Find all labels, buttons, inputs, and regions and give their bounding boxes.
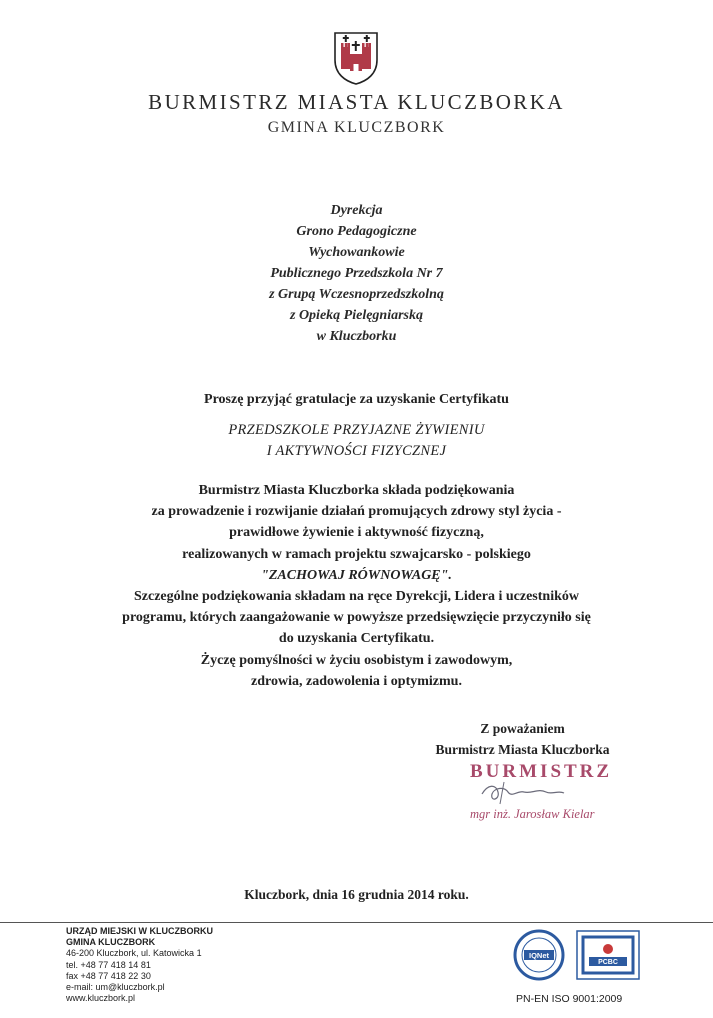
footer-www: www.kluczbork.pl <box>66 993 136 1004</box>
intro-line: Proszę przyjąć gratulacje za uzyskanie Certyfikatu <box>204 392 509 407</box>
body-line: do uzyskania Certyfikatu. <box>278 631 435 647</box>
iqnet-logo-icon <box>515 931 563 979</box>
footer-email: e-mail: um@kluczbork.pl <box>66 982 165 993</box>
pcbc-logo-icon <box>577 931 639 979</box>
addressee-line: z Opieką Pielęgniarską <box>290 308 423 323</box>
body-line: Burmistrz Miasta Kluczborka składa podziękowania <box>198 483 515 498</box>
signature-icon <box>478 780 568 806</box>
addressee-line: Dyrekcja <box>330 203 383 218</box>
addressee-line: w Kluczborku <box>316 329 397 344</box>
coat-of-arms-icon <box>332 30 380 86</box>
footer-tel: tel. +48 77 418 14 81 <box>66 959 151 970</box>
certificate-line: I AKTYWNOŚCI FIZYCZNEJ <box>266 443 447 459</box>
body-line: zdrowia, zadowolenia i optymizmu. <box>251 673 462 689</box>
body-line: prawidłowe żywienie i aktywność fizyczną, <box>229 525 484 541</box>
stamp-name: mgr inż. Jarosław Kielar <box>470 807 595 821</box>
footer-address: 46-200 Kluczbork, ul. Katowicka 1 <box>66 948 202 959</box>
letterhead-subtitle: GMINA KLUCZBORK <box>267 119 446 136</box>
body-line: Życzę pomyślności w życiu osobistym i zawodowym, <box>200 652 513 668</box>
closing-greeting: Z poważaniem <box>480 721 565 736</box>
svg-text:IQNet: IQNet <box>528 951 550 960</box>
body-line: za prowadzenie i rozwijanie działań promujących zdrowy styl życia - <box>151 504 562 520</box>
body-line: programu, których zaangażowanie w powyższe przedsięwzięcie przyczyniło się <box>122 610 591 626</box>
iso-standard: PN-EN ISO 9001:2009 <box>516 993 623 1005</box>
footer-commune: GMINA KLUCZBORK <box>66 937 156 948</box>
addressee-line: Grono Pedagogiczne <box>296 224 417 239</box>
svg-text:PCBC: PCBC <box>598 959 618 966</box>
closing-block <box>410 718 635 760</box>
project-name: "ZACHOWAJ RÓWNOWAGĘ". <box>261 567 452 583</box>
stamp-title: BURMISTRZ <box>470 761 613 782</box>
footer-contact <box>66 926 213 1004</box>
date-line: Kluczbork, dnia 16 grudnia 2014 roku. <box>244 887 469 902</box>
footer-divider <box>0 922 713 923</box>
addressee-line: z Grupą Wczesnoprzedszkolną <box>269 287 444 302</box>
letter-body <box>40 480 673 692</box>
certification-logos <box>513 929 641 981</box>
addressee-line: Wychowankowie <box>308 245 405 260</box>
certificate-line: PRZEDSZKOLE PRZYJAZNE ŻYWIENIU <box>228 422 485 438</box>
addressee-block <box>0 200 713 347</box>
footer-office: URZĄD MIEJSKI W KLUCZBORKU <box>66 926 213 936</box>
body-line: realizowanych w ramach projektu szwajcarsko - polskiego <box>182 546 531 562</box>
certificate-name <box>0 420 713 462</box>
footer-fax: fax +48 77 418 22 30 <box>66 970 151 981</box>
addressee-line: Publicznego Przedszkola Nr 7 <box>270 266 443 281</box>
body-line: Szczególne podziękowania składam na ręce Dyrekcji, Lidera i uczestników <box>134 589 579 605</box>
letterhead-title: BURMISTRZ MIASTA KLUCZBORKA <box>148 90 565 114</box>
closing-role: Burmistrz Miasta Kluczborka <box>435 742 610 757</box>
